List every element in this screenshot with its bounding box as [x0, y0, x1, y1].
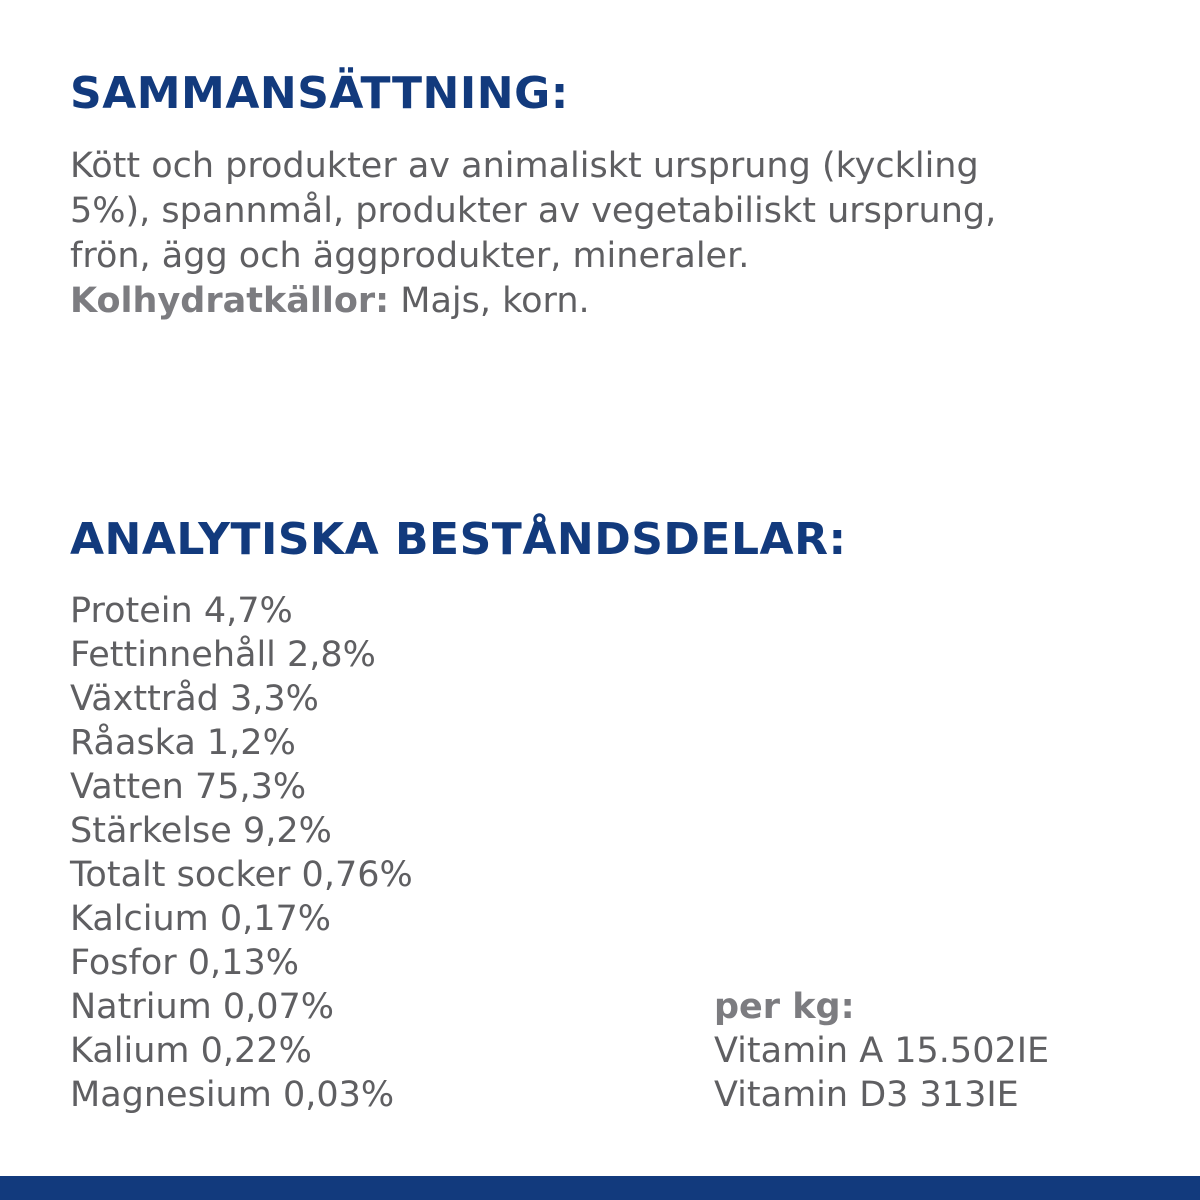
per-kg-label: per kg:	[714, 987, 855, 1027]
carbohydrate-value: Majs, korn.	[389, 281, 590, 321]
footer-bar	[0, 1176, 1200, 1200]
composition-line: frön, ägg och äggprodukter, mineraler.	[70, 236, 750, 276]
composition-line: Kött och produkter av animaliskt ursprung (kyckling	[70, 146, 979, 186]
analytical-item: Kalium 0,22%	[70, 1031, 312, 1071]
analytical-heading: ANALYTISKA BESTÅNDSDELAR:	[70, 514, 847, 565]
vitamin-item: Vitamin A 15.502IE	[714, 1031, 1050, 1071]
composition-heading: SAMMANSÄTTNING:	[70, 68, 569, 119]
analytical-item: Stärkelse 9,2%	[70, 811, 332, 851]
analytical-item: Totalt socker 0,76%	[70, 855, 413, 895]
carbohydrate-label: Kolhydratkällor:	[70, 281, 390, 321]
composition-text	[70, 144, 1180, 324]
vitamins-block	[714, 985, 1049, 1117]
analytical-item: Magnesium 0,03%	[70, 1075, 395, 1115]
analytical-item: Fosfor 0,13%	[70, 943, 299, 983]
analytical-item: Protein 4,7%	[70, 591, 293, 631]
analytical-item: Vatten 75,3%	[70, 767, 307, 807]
analytical-list	[70, 589, 413, 1117]
composition-line: 5%), spannmål, produkter av vegetabiliskt ursprung,	[70, 191, 997, 231]
analytical-item: Fettinnehåll 2,8%	[70, 635, 376, 675]
analytical-item: Kalcium 0,17%	[70, 899, 332, 939]
carbohydrate-sources	[70, 279, 1180, 324]
analytical-item: Råaska 1,2%	[70, 723, 296, 763]
analytical-item: Natrium 0,07%	[70, 987, 335, 1027]
vitamin-item: Vitamin D3 313IE	[714, 1075, 1019, 1115]
analytical-item: Växttråd 3,3%	[70, 679, 319, 719]
